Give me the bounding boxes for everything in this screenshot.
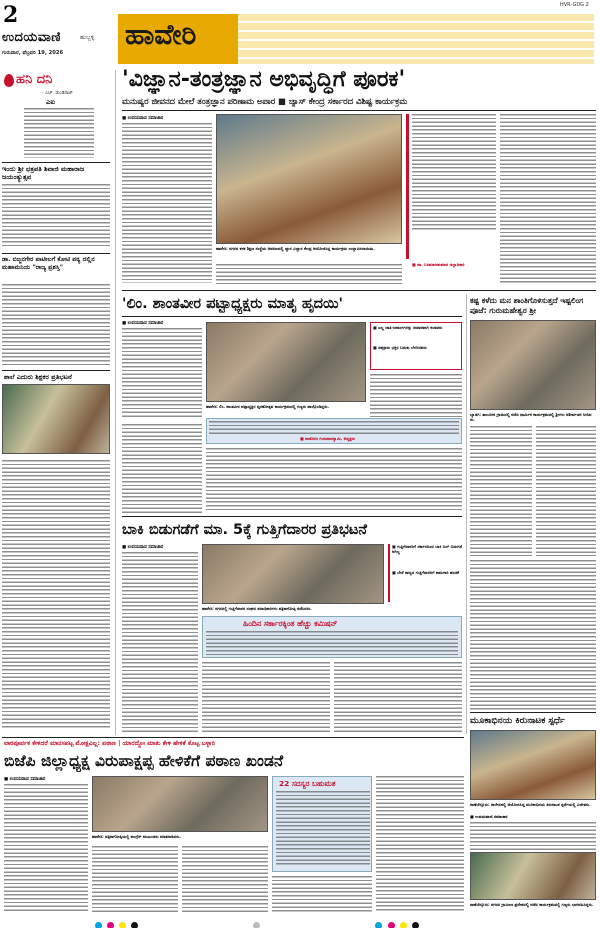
lead-quote-box bbox=[406, 114, 496, 259]
right-top-headline: ಕಷ್ಟ ಕಳೆದು ಮನ ಶಾಂತಿಗೊಳಿಸುತ್ತದೆ ಇಷ್ಟಲಿಂಗ ಪೂಜೆ: ಗುರುಮಹೇಶ್ವರ ಶ್ರೀ bbox=[470, 296, 584, 315]
lead-headline: 'ವಿಜ್ಞಾನ-ತಂತ್ರಜ್ಞಾನ ಅಭಿವೃದ್ಧಿಗೆ ಪೂರಕ' bbox=[122, 67, 406, 92]
story3-bullets bbox=[388, 544, 462, 602]
story3-bullet-2: ■ ಬೇರೆ ರಾಜ್ಯದ ಗುತ್ತಿಗೆದಾರರಿಗೆ ಕಾಮಗಾರಿ ಹಂಚಿಕೆ bbox=[392, 570, 460, 575]
lead-subheadline: ಮನುಷ್ಯರ ಜೀವನದ ಮೇಲೆ ತಂತ್ರಜ್ಞಾನ ಪರಿಣಾಮ ಅಪಾರ ■ ಜ್ಯಾಸ್ ಕೇಂದ್ರ ಸರ್ಕಾರದ ವಿಶಿಷ್ಟ ಕಾರ್ಯಕ್ರಮ bbox=[122, 96, 408, 106]
bottom-kicker: ವಾರಪೂರ್ವಕ ಕೇಳಿದರೆ ಮಾನಸಪಟ್ಟ ಮೋಕ್ಷವಿಲ್ಲ: ಪಠಾಣ | ಯಾರದ್ದೋ ಮಾತು ಕೇಳಿ ಹೇಳಿಕೆ ಕೊಟ್ಟ ಬಳ್ಳಾರಿ bbox=[4, 740, 215, 747]
story3-headline: ಬಾಕಿ ಬಿಡುಗಡೆಗೆ ಮಾ. 5ಕ್ಕೆ ಗುತ್ತಿಗೆದಾರರ ಪ್ರತಿಭಟನೆ bbox=[122, 522, 367, 538]
bottom-box-title: 22 ಸದಸ್ಯರ ಬಹುಮತ bbox=[279, 779, 336, 788]
left-story-2 bbox=[2, 284, 110, 366]
story2-caption: ಹಾವೇರಿ: ಲಿಂ. ಶಾಂತವೀರ ಪಟ್ಟಾಧ್ಯಕ್ಷರ ಸ್ಮರಣೋತ್ಸವ ಕಾರ್ಯಕ್ರಮದಲ್ಲಿ ಗಣ್ಯರು ಪಾಲ್ಗೊಂಡಿದ್ದರು. bbox=[206, 404, 330, 409]
page-number: 2 bbox=[3, 2, 19, 28]
right-bottom-photo bbox=[470, 852, 596, 900]
left-subhead-1: ಇಂದು ಶ್ರೀ ಛತ್ರಪತಿ ಶಿವಾಜಿ ಮಹಾರಾಜ ಜಯಂತ್ಯುತ್ಸವ bbox=[2, 165, 85, 181]
bottom-photo bbox=[92, 776, 268, 832]
lead-col-1 bbox=[122, 123, 212, 283]
story3-col-2 bbox=[202, 662, 330, 734]
right-mid-caption: ರಾಣೆಬೆನ್ನೂರು: ಕಾಲೇಜಿನಲ್ಲಿ ಆಯೋಜಿಸಿದ್ದ ಮೂಕಾಭಿನಯ ಕಿರುನಾಟಕ ಸ್ಪರ್ಧೆಯಲ್ಲಿ ವಿಜೇತರು. bbox=[470, 802, 591, 807]
right-top-col-2 bbox=[536, 426, 596, 556]
right-top-photo bbox=[470, 320, 596, 410]
story2-bullet-1: ■ ಎಲ್ಲ ಜಾತಿ-ಜನಾಂಗಗಳನ್ನು ಸಮಾನವಾಗಿ ಕಂಡವರು bbox=[373, 325, 443, 330]
column-title: ಹನಿ ದನಿ bbox=[16, 72, 53, 87]
bottom-caption: ಹಾವೇರಿ: ಪತ್ರಿಕಾಗೋಷ್ಠಿಯಲ್ಲಿ ಕಾಂಗ್ರೆಸ್ ಮುಖಂಡರು ಮಾತನಾಡಿದರು. bbox=[92, 834, 182, 839]
story2-byline: ■ ಉದಯವಾಣಿ ಸಮಾಚಾರ bbox=[122, 321, 164, 326]
left-column bbox=[2, 70, 112, 735]
bottom-col-2 bbox=[92, 846, 178, 912]
masthead bbox=[0, 0, 600, 70]
honey-drop-icon bbox=[4, 74, 14, 87]
right-bottom-caption: ರಾಣೆಬೆನ್ನೂರು: ನಗರದ ಗ್ರಾಮೀಣ ಪ್ರದೇಶದಲ್ಲಿ ನಡೆದ ಕಾರ್ಯಕ್ರಮದಲ್ಲಿ ಗಣ್ಯರು ಭಾಗವಹಿಸಿದ್ದರು. bbox=[470, 902, 594, 907]
story3-bullet-1: ■ ಗುತ್ತಿಗೆದಾರರಿಗೆ ಸರ್ಕಾರದಿಂದ ಬಾಕಿ ಬಿಲ್ ಬಿಡುಗಡೆ ಆಗಿಲ್ಲ bbox=[392, 544, 462, 555]
poem-title: ಎಐ bbox=[46, 98, 56, 106]
section-title: ಹಾವೇರಿ bbox=[125, 18, 197, 51]
page-code: HVR-GDG 2 bbox=[560, 2, 589, 8]
right-col-text-2 bbox=[470, 560, 596, 710]
bottom-headline: ಬಿಜೆಪಿ ಜಿಲ್ಲಾಧ್ಯಕ್ಷ ವಿರುಪಾಕ್ಷಪ್ಪ ಹೇಳಿಕೆಗೆ ಪಠಾಣ ಖಂಡನೆ bbox=[4, 752, 284, 770]
right-top-col-1 bbox=[470, 426, 532, 556]
story2-col-4 bbox=[370, 374, 462, 420]
story2-bullet-2: ■ ಸಹಸ್ರಾರು ಭಕ್ತರ ಬದುಕು ಬೆಳಗಿದವರು bbox=[373, 345, 427, 350]
story2-col-1 bbox=[122, 328, 202, 418]
masthead-strip bbox=[238, 14, 594, 64]
story3-box-title: ಹಿಂದಿನ ಸರ್ಕಾರಕ್ಕಿಂತ ಹೆಚ್ಚು ಕಮಿಷನ್ bbox=[243, 619, 338, 628]
right-mid-headline: ಮೂಕಾಭಿನಯ ಕಿರುನಾಟಕ ಸ್ಪರ್ಧೆ bbox=[470, 716, 565, 726]
left-subhead-3: ಶಾಲೆ ಎದುರು ಶಿಕ್ಷಕರ ಪ್ರತಿಭಟನೆ bbox=[4, 373, 72, 381]
story2-photo bbox=[206, 322, 366, 402]
story2-col-body bbox=[122, 424, 202, 514]
bottom-col-1 bbox=[4, 784, 88, 912]
story3-caption: ಹಾವೇರಿ: ನಗರದಲ್ಲಿ ಗುತ್ತಿಗೆದಾರರ ಸಂಘದ ಪದಾಧಿಕಾರಿಗಳು ಪತ್ರಿಕಾಗೋಷ್ಠಿ ನಡೆಸಿದರು. bbox=[202, 606, 312, 611]
lead-photo bbox=[216, 114, 402, 244]
registration-marks bbox=[95, 914, 515, 924]
left-story-1 bbox=[2, 184, 110, 248]
lead-caption: ಹಾವೇರಿ: ನಗರದ ಕನಕ ಶಿಕ್ಷಣ ಸಂಸ್ಥೆಯ ಆವರಣದಲ್ಲಿ ಜ್ಞಾನ ವಿಜ್ಞಾನ ಕೇಂದ್ರ ಆಯೋಜಿಸಿದ್ದ ಕಾರ್ಯಕ್ರಮ ಉದ್ಘಾಟಿಸಲಾಯಿತು. bbox=[216, 246, 375, 251]
bottom-col-5 bbox=[376, 776, 464, 912]
lead-col-3 bbox=[500, 114, 596, 284]
bottom-col-4 bbox=[272, 876, 372, 912]
story3-photo bbox=[202, 544, 384, 604]
story2-bullets bbox=[370, 322, 462, 370]
story3-box bbox=[202, 616, 462, 658]
lead-col-2 bbox=[216, 264, 402, 284]
left-photo bbox=[2, 384, 110, 454]
dateline: ಗುರುವಾರ, ಫೆಬ್ರವರಿ 19, 2026 bbox=[2, 50, 64, 56]
paper-name: ಉದಯವಾಣಿ bbox=[2, 30, 61, 45]
story3-col-1 bbox=[122, 552, 198, 734]
story2-headline: 'ಲಿಂ. ಶಾಂತವೀರ ಪಟ್ಟಾಧ್ಯಕ್ಷರು ಮಾತೃ ಹೃದಯಿ' bbox=[122, 296, 343, 312]
bottom-byline: ■ ಉದಯವಾಣಿ ಸಮಾಚಾರ bbox=[4, 777, 46, 782]
story3-col-3 bbox=[334, 662, 462, 734]
story2-col-body-2 bbox=[206, 448, 462, 512]
right-mid-byline: ■ ಉದಯವಾಣಿ ಸಮಾಚಾರ bbox=[470, 814, 508, 819]
right-mid-text bbox=[470, 822, 596, 850]
bottom-box bbox=[272, 776, 372, 872]
lead-byline: ■ ಉದಯವಾಣಿ ಸಮಾಚಾರ bbox=[122, 116, 164, 121]
story2-quote-attr: ■ ನಾಡೋಜ ಗುರುಪಾದಸ್ವಾಮಿ, ಅಧ್ಯಕ್ಷರು bbox=[300, 436, 356, 441]
story3-byline: ■ ಉದಯವಾಣಿ ಸಮಾಚಾರ bbox=[122, 545, 164, 550]
right-mid-photo bbox=[470, 730, 596, 800]
edition-label: ಹುಬ್ಬಳ್ಳಿ bbox=[80, 34, 95, 41]
right-top-caption: ಬ್ಯಾಡಗಿ: ತಾಲೂಕಿನ ಗ್ರಾಮದಲ್ಲಿ ನಡೆದ ಧಾರ್ಮಿಕ ಕಾರ್ಯಕ್ರಮದಲ್ಲಿ ಶ್ರೀಗಳು ಆಶೀರ್ವಚನ ನೀಡಿದರು. bbox=[470, 412, 592, 423]
bottom-col-3 bbox=[182, 846, 268, 912]
left-story-3 bbox=[2, 460, 110, 730]
poem-text bbox=[24, 108, 94, 158]
left-subhead-2: ಡಾ. ಬಿಜ್ಜನಗೇರ ಪಾಟೀಲಗೆ ಕೋಟಿ ಪಠ್ಯ ದಲ್ಲಿನ ಮಹಾಮನಿಯ "ರಾಜ್ಯ ಪ್ರಶಸ್ತಿ" bbox=[2, 256, 95, 271]
lead-quote-attr: ■ ಡಾ. ಬಸವರಾಜಕುಮಾರ ಜಿಲ್ಲಾಧಿಕಾರಿ bbox=[412, 262, 465, 267]
column-author: - ಎಚ್. ಡುಂಡಿರಾಜ್ bbox=[42, 91, 73, 96]
